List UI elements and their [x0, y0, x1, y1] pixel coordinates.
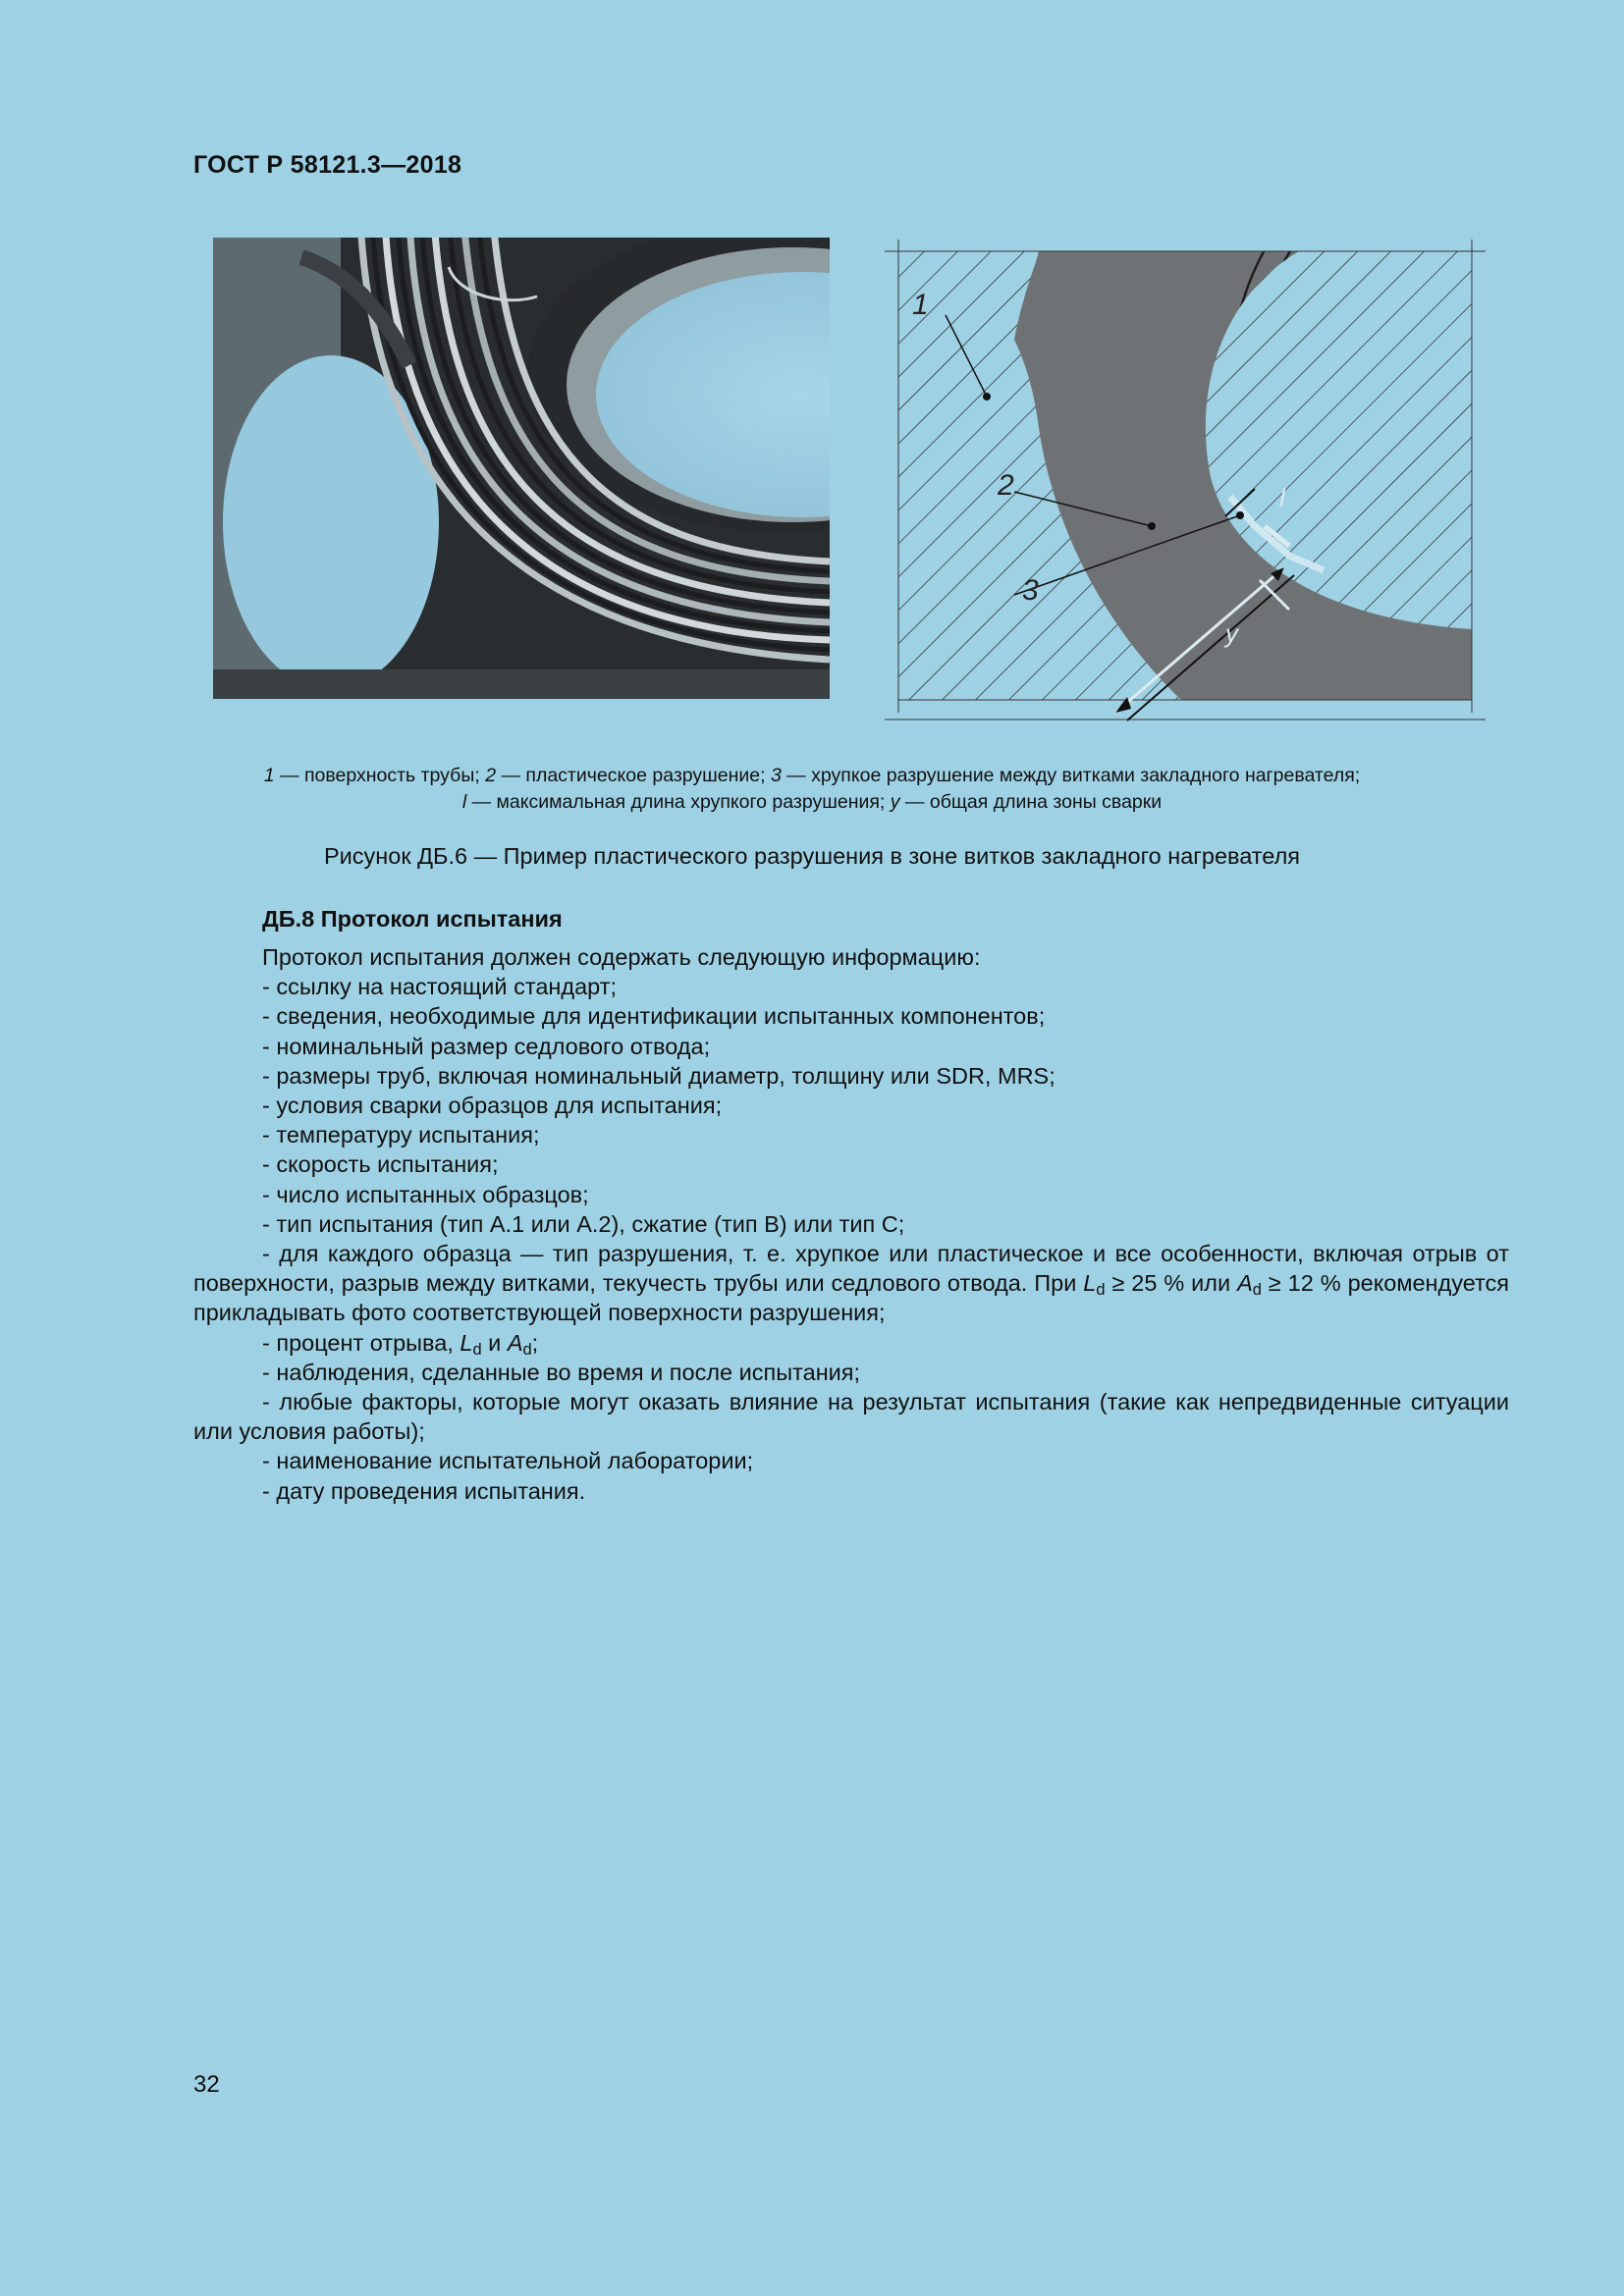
- section-title: ДБ.8 Протокол испытания: [262, 906, 563, 932]
- legend-num: l: [461, 791, 467, 813]
- subscript: d: [472, 1340, 482, 1359]
- page-number: 32: [193, 2071, 220, 2098]
- text: - процент отрыва,: [262, 1329, 460, 1356]
- list-item: - дату проведения испытания.: [262, 1477, 586, 1504]
- list-item: - любые факторы, которые могут оказать влияние на результат испытания (такие как непредвиденные ситуации или условия работы);: [193, 1389, 1509, 1445]
- subscript: d: [522, 1340, 532, 1359]
- symbol-L: L: [1083, 1270, 1097, 1297]
- label-l: l: [1279, 483, 1285, 512]
- symbol-L: L: [460, 1329, 473, 1356]
- list-item-percent: [193, 1328, 1509, 1358]
- list-item: - номинальный размер седлового отвода;: [262, 1033, 711, 1059]
- list-item: - тип испытания (тип А.1 или А.2), сжатие (тип В) или тип С;: [262, 1210, 905, 1237]
- protocol-body: [193, 942, 1509, 1506]
- paragraph: Протокол испытания должен содержать следующую информацию:: [262, 944, 981, 970]
- legend-text: — хрупкое разрушение между витками закладного нагревателя;: [781, 765, 1361, 786]
- list-item: - скорость испытания;: [262, 1151, 499, 1178]
- legend-text: — поверхность трубы;: [274, 765, 486, 786]
- label-3: 3: [1022, 574, 1039, 607]
- fracture-photo: [213, 238, 830, 699]
- label-y: y: [1225, 618, 1238, 648]
- symbol-A: A: [1237, 1270, 1253, 1297]
- document-header: ГОСТ Р 58121.3—2018: [193, 151, 462, 179]
- text: и: [481, 1329, 508, 1356]
- list-item: - число испытанных образцов;: [262, 1181, 589, 1207]
- legend-text: — максимальная длина хрупкого разрушения;: [466, 791, 891, 813]
- subscript: d: [1252, 1281, 1262, 1300]
- subscript: d: [1096, 1281, 1106, 1300]
- legend-text: — пластическое разрушение;: [496, 765, 771, 786]
- list-item: - сведения, необходимые для идентификации испытанных компонентов;: [262, 1003, 1046, 1030]
- list-item-fracture: [193, 1239, 1509, 1328]
- list-item: - условия сварки образцов для испытания;: [262, 1093, 723, 1119]
- legend-num: 3: [770, 765, 782, 786]
- text: - для каждого образца — тип разрушения, т. е. хрупкое или пластическое и все особенности, включая отрыв от поверхности, разрыв между витками, текучесть трубы или седлового отвода. При: [193, 1241, 1509, 1297]
- list-item: - наименование испытательной лаборатории;: [262, 1448, 754, 1474]
- list-item: - наблюдения, сделанные во время и после испытания;: [262, 1359, 861, 1385]
- legend-num: 2: [485, 765, 497, 786]
- legend-num: y: [890, 791, 900, 813]
- label-2: 2: [998, 469, 1014, 502]
- list-item: - ссылку на настоящий стандарт;: [262, 974, 617, 1000]
- list-item: - температуру испытания;: [262, 1122, 540, 1148]
- list-item: - размеры труб, включая номинальный диаметр, толщину или SDR, MRS;: [262, 1062, 1056, 1089]
- figure-caption: Рисунок ДБ.6 — Пример пластического разрушения в зоне витков закладного нагревателя: [323, 843, 1301, 869]
- text: ≥ 12 % рекомендуется прикладывать фото соответствующей поверхности разрушения;: [193, 1270, 1510, 1326]
- symbol-A: A: [507, 1329, 523, 1356]
- figure-legend-line-2: [187, 787, 1437, 818]
- text: ≥ 25 % или: [1105, 1270, 1238, 1297]
- label-1: 1: [912, 289, 929, 321]
- legend-num: 1: [263, 765, 275, 786]
- legend-text: — общая длина зоны сварки: [899, 791, 1163, 813]
- weld-zone-diagram: [877, 232, 1491, 724]
- text: ;: [531, 1329, 539, 1356]
